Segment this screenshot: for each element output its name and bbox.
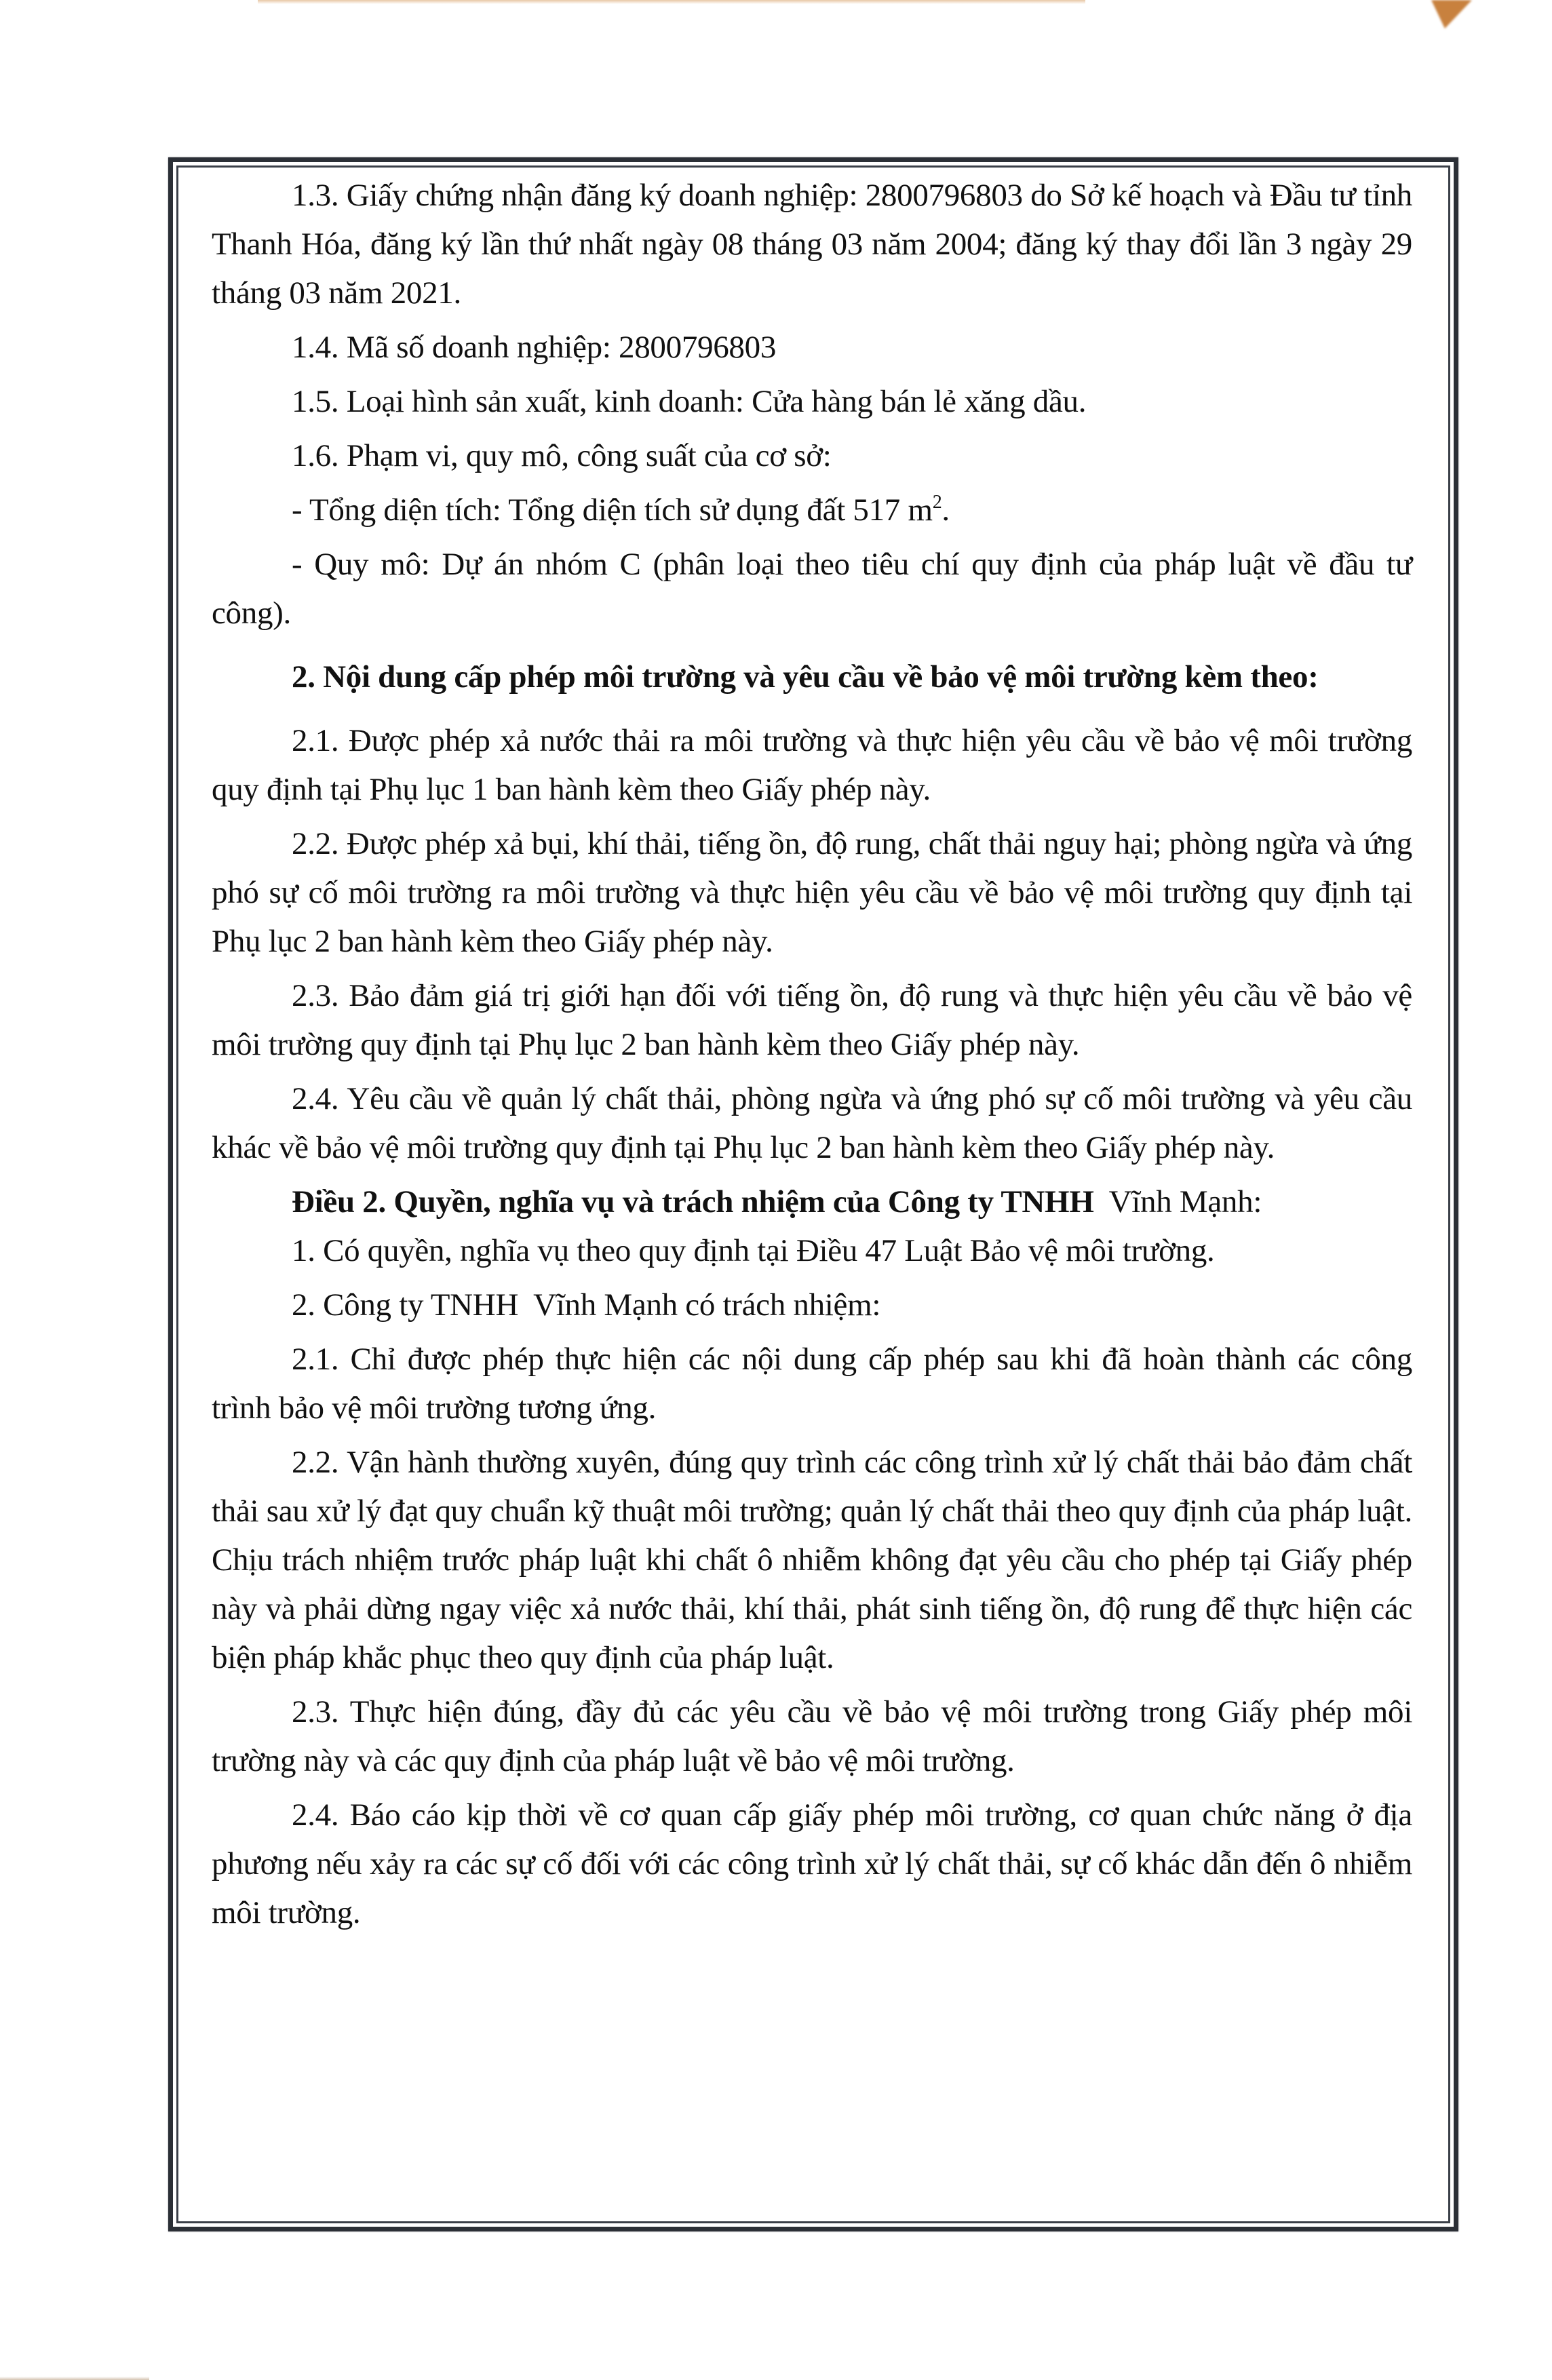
section-2-item-2-4: 2.4. Yêu cầu về quản lý chất thải, phòng ngừa và ứng phó sự cố môi trường và yêu cầu khác về bảo vệ môi trường quy định tại Phụ lục 2 ban hành kèm theo Giấy phép này.: [212, 1081, 1412, 1165]
scan-bottom-edge: [0, 2377, 149, 2380]
article-2-item-2-1: 2.1. Chỉ được phép thực hiện các nội dung cấp phép sau khi đã hoàn thành các công trình bảo vệ môi trường tương ứng.: [212, 1342, 1412, 1426]
page-corner-fold: [1431, 0, 1472, 28]
area-unit-superscript: 2: [932, 492, 942, 513]
total-area-suffix: .: [942, 492, 950, 528]
article-2-heading-company: Vĩnh Mạnh:: [1093, 1184, 1262, 1220]
item-1-3-business-registration: 1.3. Giấy chứng nhận đăng ký doanh nghiệp: 2800796803 do Sở kế hoạch và Đầu tư tỉnh Thanh Hóa, đăng ký lần thứ nhất ngày 08 tháng 03 năm 2004; đăng ký thay đổi lần 3 ngày 29 tháng 03 năm 2021.: [212, 178, 1412, 311]
section-2-item-2-2: 2.2. Được phép xả bụi, khí thải, tiếng ồn, độ rung, chất thải nguy hại; phòng ngừa và ứng phó sự cố môi trường ra môi trường và thực hiện yêu cầu về bảo vệ môi trường quy định tại Phụ lục 2 ban hành kèm theo Giấy phép này.: [212, 826, 1412, 959]
scan-top-edge: [258, 0, 1085, 4]
item-1-5-business-type: 1.5. Loại hình sản xuất, kinh doanh: Cửa hàng bán lẻ xăng dầu.: [292, 384, 1087, 419]
article-2-item-2-3: 2.3. Thực hiện đúng, đầy đủ các yêu cầu về bảo vệ môi trường trong Giấy phép môi trường này và các quy định của pháp luật về bảo vệ môi trường.: [212, 1694, 1412, 1778]
item-1-6-scope: 1.6. Phạm vi, quy mô, công suất của cơ sở:: [292, 438, 832, 473]
document-body: [212, 171, 1412, 1937]
article-2-item-2: 2. Công ty TNHH Vĩnh Mạnh có trách nhiệm:: [292, 1287, 881, 1323]
article-2-heading: [212, 1177, 1412, 1226]
total-area: [212, 486, 1412, 534]
project-scale: - Quy mô: Dự án nhóm C (phân loại theo tiêu chí quy định của pháp luật về đầu tư công).: [212, 547, 1412, 631]
item-1-4-enterprise-code: 1.4. Mã số doanh nghiệp: 2800796803: [292, 330, 777, 365]
total-area-text: - Tổng diện tích: Tổng diện tích sử dụng đất 517 m: [292, 492, 933, 528]
section-2-item-2-3: 2.3. Bảo đảm giá trị giới hạn đối với tiếng ồn, độ rung và thực hiện yêu cầu về bảo vệ môi trường quy định tại Phụ lục 2 ban hành kèm theo Giấy phép này.: [212, 978, 1412, 1062]
article-2-item-2-2: 2.2. Vận hành thường xuyên, đúng quy trình các công trình xử lý chất thải bảo đảm chất thải sau xử lý đạt quy chuẩn kỹ thuật môi trường; quản lý chất thải theo quy định của pháp luật. Chịu trách nhiệm trước pháp luật khi chất ô nhiễm không đạt yêu cầu cho phép tại Giấy phép này và phải dừng ngay việc xả nước thải, khí thải, phát sinh tiếng ồn, độ rung để thực hiện các biện pháp khắc phục theo quy định của pháp luật.: [212, 1445, 1412, 1675]
section-2-heading: 2. Nội dung cấp phép môi trường và yêu cầu về bảo vệ môi trường kèm theo:: [292, 659, 1319, 695]
section-2-item-2-1: 2.1. Được phép xả nước thải ra môi trường và thực hiện yêu cầu về bảo vệ môi trường quy định tại Phụ lục 1 ban hành kèm theo Giấy phép này.: [212, 723, 1412, 807]
article-2-item-2-4: 2.4. Báo cáo kịp thời về cơ quan cấp giấy phép môi trường, cơ quan chức năng ở địa phương nếu xảy ra các sự cố đối với các công trình xử lý chất thải, sự cố khác dẫn đến ô nhiễm môi trường.: [212, 1797, 1412, 1930]
article-2-item-1: 1. Có quyền, nghĩa vụ theo quy định tại Điều 47 Luật Bảo vệ môi trường.: [292, 1233, 1215, 1268]
article-2-heading-bold: Điều 2. Quyền, nghĩa vụ và trách nhiệm của Công ty TNHH: [292, 1184, 1094, 1220]
